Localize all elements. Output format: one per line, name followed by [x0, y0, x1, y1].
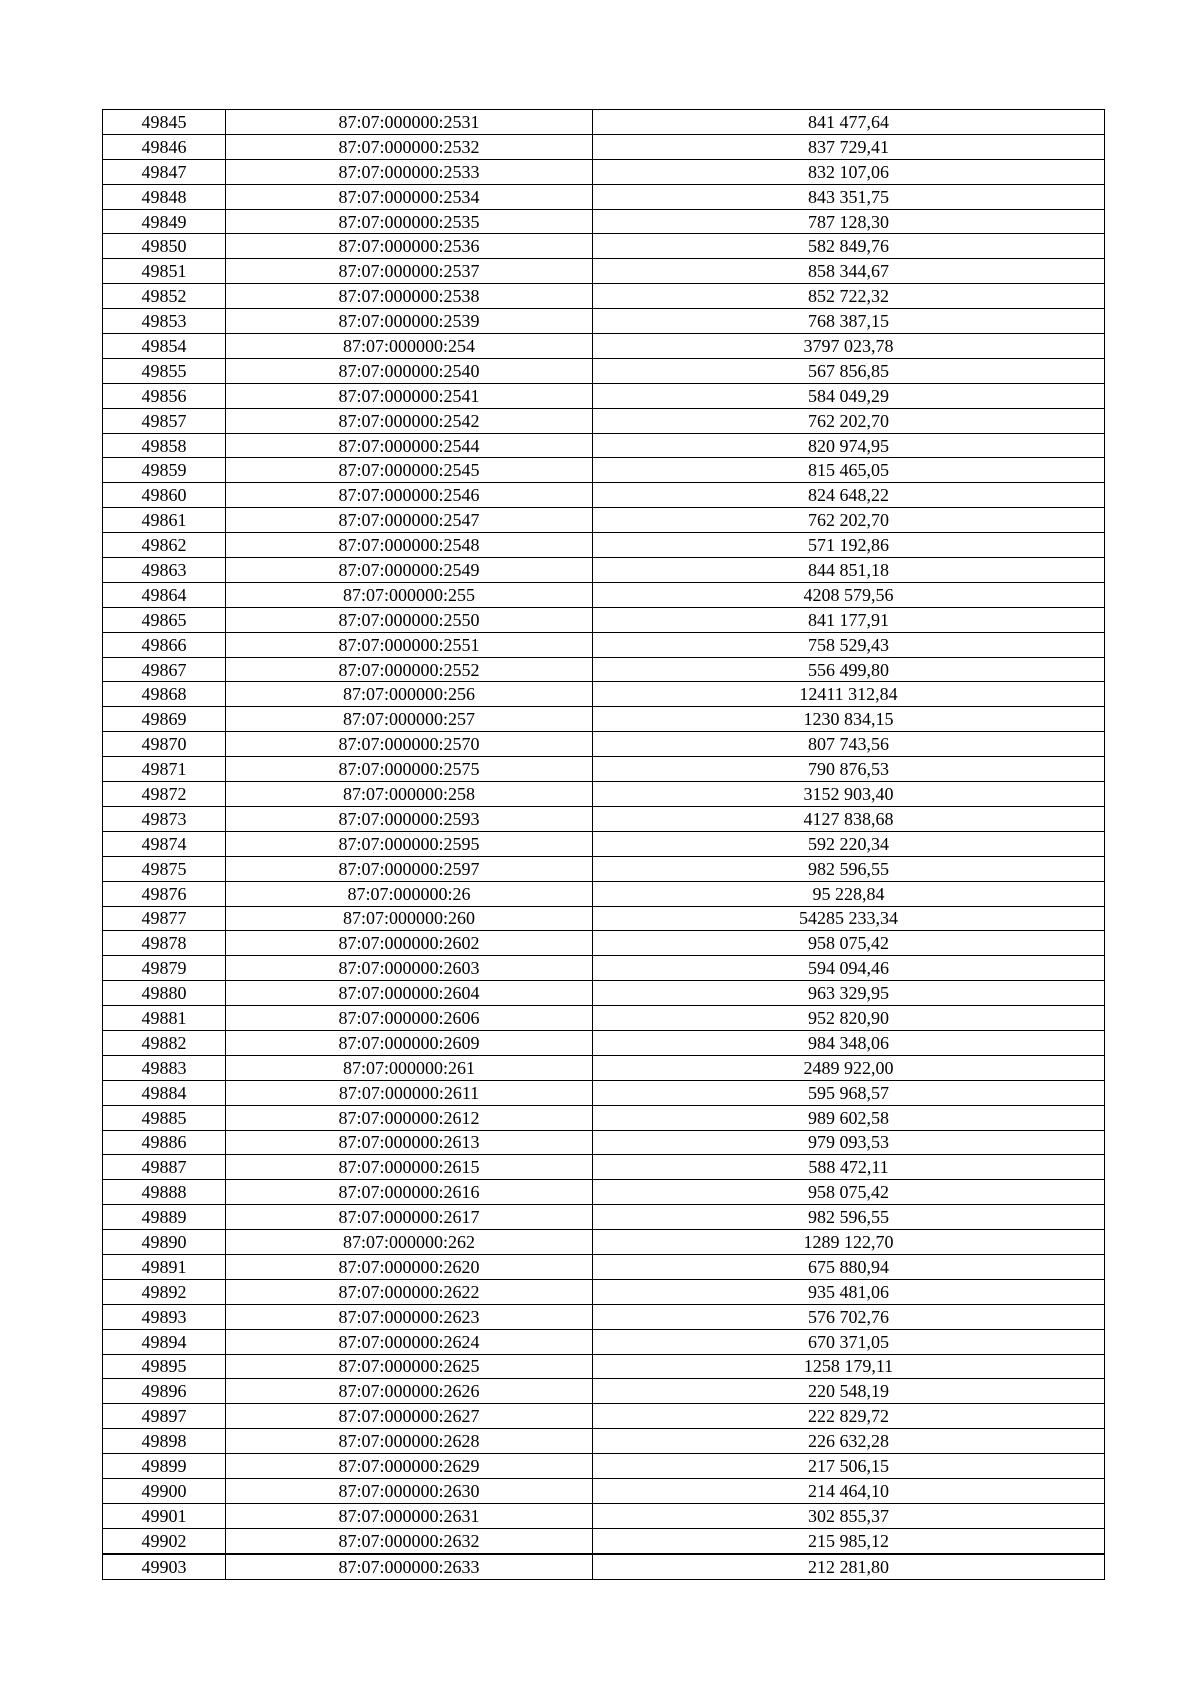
row-number-cell: 49866: [103, 632, 226, 657]
row-number-cell: 49872: [103, 782, 226, 807]
value-cell: 989 602,58: [593, 1105, 1105, 1130]
cadastral-number-cell: 87:07:000000:2546: [226, 483, 593, 508]
row-number-cell: 49853: [103, 309, 226, 334]
table-row: [103, 1429, 1105, 1454]
table-row: [103, 508, 1105, 533]
row-number-cell: 49857: [103, 408, 226, 433]
value-cell: 1289 122,70: [593, 1230, 1105, 1255]
table-row: [103, 757, 1105, 782]
cadastral-number-cell: 87:07:000000:2603: [226, 956, 593, 981]
cadastral-number-cell: 87:07:000000:260: [226, 906, 593, 931]
table-row: [103, 234, 1105, 259]
table-row: [103, 1080, 1105, 1105]
value-cell: 222 829,72: [593, 1404, 1105, 1429]
cadastral-number-cell: 87:07:000000:2625: [226, 1354, 593, 1379]
cadastral-number-cell: 87:07:000000:2609: [226, 1030, 593, 1055]
row-number-cell: 49890: [103, 1230, 226, 1255]
value-cell: 576 702,76: [593, 1304, 1105, 1329]
table-row: [103, 1478, 1105, 1503]
table-row: [103, 110, 1105, 135]
cadastral-number-cell: 87:07:000000:26: [226, 881, 593, 906]
row-number-cell: 49888: [103, 1180, 226, 1205]
table-row: [103, 284, 1105, 309]
row-number-cell: 49896: [103, 1379, 226, 1404]
row-number-cell: 49850: [103, 234, 226, 259]
cadastral-number-cell: 87:07:000000:2536: [226, 234, 593, 259]
row-number-cell: 49855: [103, 358, 226, 383]
cadastral-number-cell: 87:07:000000:2531: [226, 110, 593, 135]
value-cell: 963 329,95: [593, 981, 1105, 1006]
row-number-cell: 49889: [103, 1205, 226, 1230]
cadastral-number-cell: 87:07:000000:2535: [226, 209, 593, 234]
table-row: [103, 1329, 1105, 1354]
value-cell: 832 107,06: [593, 159, 1105, 184]
table-row: [103, 632, 1105, 657]
table-row: [103, 309, 1105, 334]
row-number-cell: 49858: [103, 433, 226, 458]
value-cell: 675 880,94: [593, 1254, 1105, 1279]
table-row: [103, 483, 1105, 508]
table-row: [103, 1230, 1105, 1255]
table-row: [103, 931, 1105, 956]
table-row: [103, 334, 1105, 359]
row-number-cell: 49880: [103, 981, 226, 1006]
table-row: [103, 1304, 1105, 1329]
data-table: [102, 109, 1105, 1580]
value-cell: 226 632,28: [593, 1429, 1105, 1454]
row-number-cell: 49860: [103, 483, 226, 508]
value-cell: 768 387,15: [593, 309, 1105, 334]
value-cell: 952 820,90: [593, 1006, 1105, 1031]
cadastral-number-cell: 87:07:000000:261: [226, 1055, 593, 1080]
row-number-cell: 49868: [103, 682, 226, 707]
value-cell: 758 529,43: [593, 632, 1105, 657]
value-cell: 1258 179,11: [593, 1354, 1105, 1379]
table-row: [103, 1205, 1105, 1230]
value-cell: 820 974,95: [593, 433, 1105, 458]
cadastral-number-cell: 87:07:000000:2626: [226, 1379, 593, 1404]
row-number-cell: 49854: [103, 334, 226, 359]
row-number-cell: 49891: [103, 1254, 226, 1279]
row-number-cell: 49899: [103, 1454, 226, 1479]
value-cell: 12411 312,84: [593, 682, 1105, 707]
value-cell: 1230 834,15: [593, 707, 1105, 732]
table-row: [103, 881, 1105, 906]
table-row: [103, 806, 1105, 831]
cadastral-number-cell: 87:07:000000:2593: [226, 806, 593, 831]
row-number-cell: 49876: [103, 881, 226, 906]
value-cell: 958 075,42: [593, 931, 1105, 956]
cadastral-number-cell: 87:07:000000:2548: [226, 533, 593, 558]
cadastral-number-cell: 87:07:000000:2612: [226, 1105, 593, 1130]
cadastral-number-cell: 87:07:000000:2611: [226, 1080, 593, 1105]
value-cell: 807 743,56: [593, 732, 1105, 757]
table-body: [103, 110, 1105, 1580]
value-cell: 594 094,46: [593, 956, 1105, 981]
cadastral-number-cell: 87:07:000000:2632: [226, 1528, 593, 1553]
table-row: [103, 358, 1105, 383]
cadastral-number-cell: 87:07:000000:2547: [226, 508, 593, 533]
cadastral-number-cell: 87:07:000000:2575: [226, 757, 593, 782]
value-cell: 584 049,29: [593, 383, 1105, 408]
table-row: [103, 956, 1105, 981]
row-number-cell: 49848: [103, 184, 226, 209]
table-row: [103, 159, 1105, 184]
row-number-cell: 49864: [103, 582, 226, 607]
table-row: [103, 1503, 1105, 1528]
value-cell: 3797 023,78: [593, 334, 1105, 359]
cadastral-number-cell: 87:07:000000:2616: [226, 1180, 593, 1205]
table-row: [103, 1454, 1105, 1479]
row-number-cell: 49847: [103, 159, 226, 184]
table-row: [103, 657, 1105, 682]
row-number-cell: 49903: [103, 1554, 226, 1579]
row-number-cell: 49862: [103, 533, 226, 558]
table-row: [103, 1554, 1105, 1579]
cadastral-number-cell: 87:07:000000:2624: [226, 1329, 593, 1354]
row-number-cell: 49892: [103, 1279, 226, 1304]
table-row: [103, 259, 1105, 284]
row-number-cell: 49895: [103, 1354, 226, 1379]
cadastral-number-cell: 87:07:000000:2630: [226, 1478, 593, 1503]
value-cell: 858 344,67: [593, 259, 1105, 284]
cadastral-number-cell: 87:07:000000:2602: [226, 931, 593, 956]
value-cell: 824 648,22: [593, 483, 1105, 508]
value-cell: 979 093,53: [593, 1130, 1105, 1155]
row-number-cell: 49875: [103, 856, 226, 881]
table-row: [103, 856, 1105, 881]
row-number-cell: 49861: [103, 508, 226, 533]
table-row: [103, 831, 1105, 856]
row-number-cell: 49856: [103, 383, 226, 408]
row-number-cell: 49897: [103, 1404, 226, 1429]
value-cell: 815 465,05: [593, 458, 1105, 483]
cadastral-number-cell: 87:07:000000:2540: [226, 358, 593, 383]
cadastral-number-cell: 87:07:000000:256: [226, 682, 593, 707]
value-cell: 787 128,30: [593, 209, 1105, 234]
cadastral-number-cell: 87:07:000000:258: [226, 782, 593, 807]
table-row: [103, 1055, 1105, 1080]
cadastral-number-cell: 87:07:000000:2628: [226, 1429, 593, 1454]
cadastral-number-cell: 87:07:000000:2532: [226, 134, 593, 159]
cadastral-number-cell: 87:07:000000:2615: [226, 1155, 593, 1180]
row-number-cell: 49902: [103, 1528, 226, 1553]
row-number-cell: 49851: [103, 259, 226, 284]
table-row: [103, 458, 1105, 483]
value-cell: 935 481,06: [593, 1279, 1105, 1304]
table-row: [103, 1030, 1105, 1055]
cadastral-number-cell: 87:07:000000:2633: [226, 1554, 593, 1579]
cadastral-number-cell: 87:07:000000:2549: [226, 558, 593, 583]
cadastral-number-cell: 87:07:000000:2617: [226, 1205, 593, 1230]
value-cell: 982 596,55: [593, 1205, 1105, 1230]
table-row: [103, 1105, 1105, 1130]
table-row: [103, 607, 1105, 632]
table-row: [103, 209, 1105, 234]
row-number-cell: 49863: [103, 558, 226, 583]
row-number-cell: 49881: [103, 1006, 226, 1031]
table-row: [103, 906, 1105, 931]
table-row: [103, 134, 1105, 159]
cadastral-number-cell: 87:07:000000:2544: [226, 433, 593, 458]
value-cell: 588 472,11: [593, 1155, 1105, 1180]
value-cell: 4208 579,56: [593, 582, 1105, 607]
cadastral-number-cell: 87:07:000000:2545: [226, 458, 593, 483]
row-number-cell: 49879: [103, 956, 226, 981]
row-number-cell: 49873: [103, 806, 226, 831]
value-cell: 984 348,06: [593, 1030, 1105, 1055]
row-number-cell: 49893: [103, 1304, 226, 1329]
table-row: [103, 383, 1105, 408]
value-cell: 217 506,15: [593, 1454, 1105, 1479]
table-row: [103, 707, 1105, 732]
table-row: [103, 1404, 1105, 1429]
cadastral-number-cell: 87:07:000000:255: [226, 582, 593, 607]
value-cell: 3152 903,40: [593, 782, 1105, 807]
table-row: [103, 433, 1105, 458]
value-cell: 95 228,84: [593, 881, 1105, 906]
value-cell: 54285 233,34: [593, 906, 1105, 931]
value-cell: 2489 922,00: [593, 1055, 1105, 1080]
row-number-cell: 49901: [103, 1503, 226, 1528]
row-number-cell: 49883: [103, 1055, 226, 1080]
value-cell: 790 876,53: [593, 757, 1105, 782]
value-cell: 212 281,80: [593, 1554, 1105, 1579]
table-row: [103, 981, 1105, 1006]
value-cell: 843 351,75: [593, 184, 1105, 209]
row-number-cell: 49900: [103, 1478, 226, 1503]
row-number-cell: 49859: [103, 458, 226, 483]
row-number-cell: 49852: [103, 284, 226, 309]
cadastral-number-cell: 87:07:000000:2622: [226, 1279, 593, 1304]
value-cell: 214 464,10: [593, 1478, 1105, 1503]
table-row: [103, 1155, 1105, 1180]
cadastral-number-cell: 87:07:000000:2539: [226, 309, 593, 334]
table-row: [103, 533, 1105, 558]
table-row: [103, 1528, 1105, 1553]
row-number-cell: 49885: [103, 1105, 226, 1130]
row-number-cell: 49882: [103, 1030, 226, 1055]
value-cell: 215 985,12: [593, 1528, 1105, 1553]
value-cell: 841 177,91: [593, 607, 1105, 632]
value-cell: 844 851,18: [593, 558, 1105, 583]
value-cell: 837 729,41: [593, 134, 1105, 159]
cadastral-number-cell: 87:07:000000:2570: [226, 732, 593, 757]
row-number-cell: 49877: [103, 906, 226, 931]
row-number-cell: 49874: [103, 831, 226, 856]
row-number-cell: 49878: [103, 931, 226, 956]
value-cell: 762 202,70: [593, 508, 1105, 533]
cadastral-number-cell: 87:07:000000:2541: [226, 383, 593, 408]
cadastral-number-cell: 87:07:000000:257: [226, 707, 593, 732]
cadastral-number-cell: 87:07:000000:254: [226, 334, 593, 359]
table-row: [103, 1006, 1105, 1031]
row-number-cell: 49894: [103, 1329, 226, 1354]
cadastral-number-cell: 87:07:000000:2534: [226, 184, 593, 209]
table-row: [103, 558, 1105, 583]
cadastral-number-cell: 87:07:000000:2552: [226, 657, 593, 682]
row-number-cell: 49884: [103, 1080, 226, 1105]
cadastral-number-cell: 87:07:000000:2551: [226, 632, 593, 657]
value-cell: 958 075,42: [593, 1180, 1105, 1205]
value-cell: 592 220,34: [593, 831, 1105, 856]
table-row: [103, 1180, 1105, 1205]
row-number-cell: 49869: [103, 707, 226, 732]
table-row: [103, 1279, 1105, 1304]
row-number-cell: 49845: [103, 110, 226, 135]
cadastral-number-cell: 87:07:000000:2623: [226, 1304, 593, 1329]
table-row: [103, 408, 1105, 433]
table-row: [103, 782, 1105, 807]
cadastral-number-cell: 87:07:000000:2606: [226, 1006, 593, 1031]
cadastral-number-cell: 87:07:000000:2631: [226, 1503, 593, 1528]
cadastral-number-cell: 87:07:000000:262: [226, 1230, 593, 1255]
value-cell: 582 849,76: [593, 234, 1105, 259]
table-row: [103, 1354, 1105, 1379]
value-cell: 4127 838,68: [593, 806, 1105, 831]
cadastral-number-cell: 87:07:000000:2613: [226, 1130, 593, 1155]
value-cell: 556 499,80: [593, 657, 1105, 682]
cadastral-number-cell: 87:07:000000:2542: [226, 408, 593, 433]
row-number-cell: 49887: [103, 1155, 226, 1180]
cadastral-number-cell: 87:07:000000:2597: [226, 856, 593, 881]
cadastral-number-cell: 87:07:000000:2604: [226, 981, 593, 1006]
row-number-cell: 49886: [103, 1130, 226, 1155]
cadastral-number-cell: 87:07:000000:2533: [226, 159, 593, 184]
value-cell: 302 855,37: [593, 1503, 1105, 1528]
table-row: [103, 1130, 1105, 1155]
value-cell: 982 596,55: [593, 856, 1105, 881]
row-number-cell: 49871: [103, 757, 226, 782]
cadastral-number-cell: 87:07:000000:2629: [226, 1454, 593, 1479]
value-cell: 841 477,64: [593, 110, 1105, 135]
value-cell: 220 548,19: [593, 1379, 1105, 1404]
row-number-cell: 49870: [103, 732, 226, 757]
value-cell: 670 371,05: [593, 1329, 1105, 1354]
value-cell: 567 856,85: [593, 358, 1105, 383]
value-cell: 595 968,57: [593, 1080, 1105, 1105]
row-number-cell: 49865: [103, 607, 226, 632]
table-row: [103, 582, 1105, 607]
row-number-cell: 49849: [103, 209, 226, 234]
value-cell: 571 192,86: [593, 533, 1105, 558]
table-row: [103, 184, 1105, 209]
cadastral-number-cell: 87:07:000000:2538: [226, 284, 593, 309]
value-cell: 762 202,70: [593, 408, 1105, 433]
row-number-cell: 49898: [103, 1429, 226, 1454]
table-row: [103, 682, 1105, 707]
table-row: [103, 1254, 1105, 1279]
cadastral-number-cell: 87:07:000000:2620: [226, 1254, 593, 1279]
value-cell: 852 722,32: [593, 284, 1105, 309]
table-row: [103, 1379, 1105, 1404]
cadastral-number-cell: 87:07:000000:2550: [226, 607, 593, 632]
table-row: [103, 732, 1105, 757]
row-number-cell: 49846: [103, 134, 226, 159]
cadastral-number-cell: 87:07:000000:2537: [226, 259, 593, 284]
row-number-cell: 49867: [103, 657, 226, 682]
cadastral-number-cell: 87:07:000000:2627: [226, 1404, 593, 1429]
cadastral-number-cell: 87:07:000000:2595: [226, 831, 593, 856]
